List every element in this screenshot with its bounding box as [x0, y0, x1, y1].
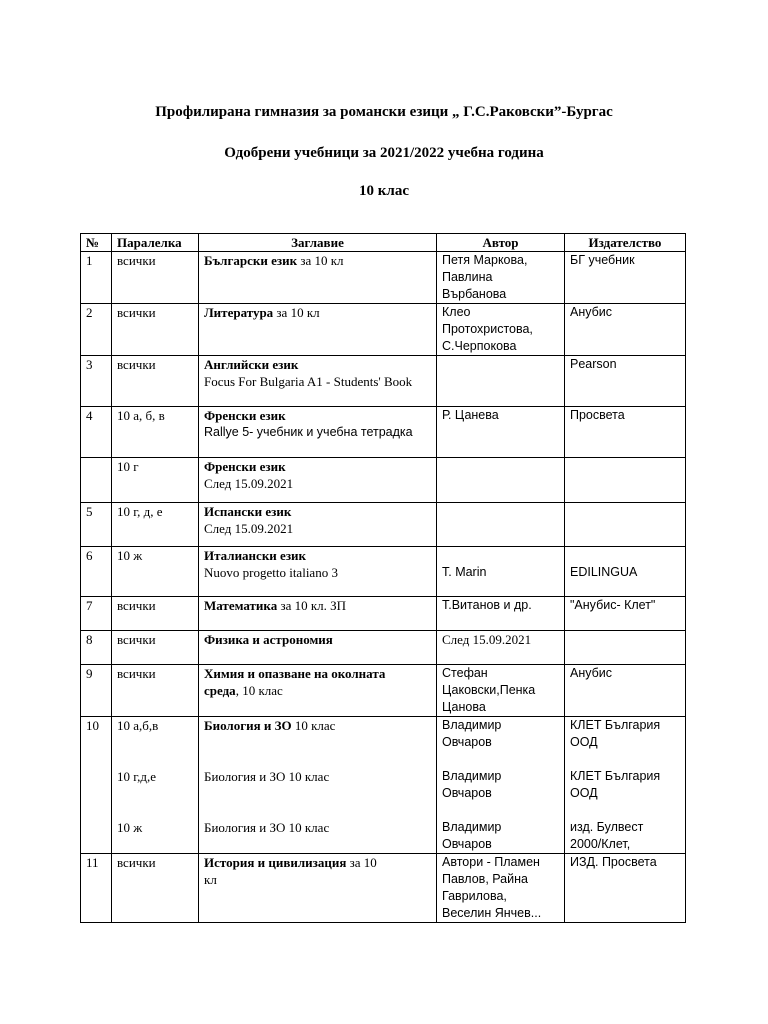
- row-author: [437, 458, 565, 503]
- row-class: 10 а, б, в: [112, 407, 199, 458]
- row-class: всички: [112, 356, 199, 407]
- row-title: Физика и астрономия: [199, 631, 437, 665]
- row-publisher: EDILINGUA: [565, 547, 686, 597]
- row-number: [81, 458, 112, 503]
- col-header-publisher: Издателство: [565, 234, 686, 252]
- row-author: Владимир Овчаров Владимир Овчаров Владимир Овчаров: [437, 717, 565, 854]
- row-title: Френски език Rallye 5- учебник и учебна тетрадка: [199, 407, 437, 458]
- row-class: всички: [112, 597, 199, 631]
- row-author: Автори - Пламен Павлов, Райна Гаврилова, Веселин Янчев...: [437, 854, 565, 923]
- table-row: [81, 458, 686, 503]
- row-author: Петя Маркова, Павлина Върбанова: [437, 252, 565, 304]
- table-row: [81, 854, 686, 923]
- grade-heading: 10 клас: [359, 183, 409, 199]
- row-title: Химия и опазване на околната среда, 10 клас: [199, 665, 437, 717]
- row-publisher: "Анубис- Клет": [565, 597, 686, 631]
- table-row: [81, 356, 686, 407]
- row-author: Т.Витанов и др.: [437, 597, 565, 631]
- row-author: Стефан Цаковски,Пенка Цанова: [437, 665, 565, 717]
- table-row: [81, 631, 686, 665]
- row-title: Испански език След 15.09.2021: [199, 503, 437, 547]
- row-title: Френски език След 15.09.2021: [199, 458, 437, 503]
- row-title: Биология и ЗО 10 клас Биология и ЗО 10 клас Биология и ЗО 10 клас: [199, 717, 437, 854]
- row-class: всички: [112, 252, 199, 304]
- row-number: 10: [81, 717, 112, 854]
- table-row: [81, 597, 686, 631]
- row-number: 3: [81, 356, 112, 407]
- col-header-author: Автор: [437, 234, 565, 252]
- row-number: 4: [81, 407, 112, 458]
- row-number: 11: [81, 854, 112, 923]
- row-number: 1: [81, 252, 112, 304]
- table-header-row: [81, 234, 686, 252]
- table-row: [81, 407, 686, 458]
- row-publisher: [565, 631, 686, 665]
- row-number: 7: [81, 597, 112, 631]
- row-publisher: Анубис: [565, 665, 686, 717]
- table-row: [81, 304, 686, 356]
- row-publisher: БГ учебник: [565, 252, 686, 304]
- row-class: всички: [112, 665, 199, 717]
- document-subtitle: Одобрени учебници за 2021/2022 учебна година: [224, 145, 544, 161]
- row-publisher: [565, 503, 686, 547]
- table-row: [81, 252, 686, 304]
- row-number: 9: [81, 665, 112, 717]
- row-publisher: ИЗД. Просвета: [565, 854, 686, 923]
- row-class: 10 г, д, е: [112, 503, 199, 547]
- row-author: [437, 503, 565, 547]
- textbooks-table: [80, 233, 686, 923]
- row-class: 10 ж: [112, 547, 199, 597]
- row-author: Р. Цанева: [437, 407, 565, 458]
- row-number: 6: [81, 547, 112, 597]
- row-publisher: [565, 458, 686, 503]
- row-number: 8: [81, 631, 112, 665]
- row-number: 5: [81, 503, 112, 547]
- row-publisher: Просвета: [565, 407, 686, 458]
- row-title: История и цивилизация за 10 кл: [199, 854, 437, 923]
- row-publisher: Анубис: [565, 304, 686, 356]
- col-header-number: №: [81, 234, 112, 252]
- row-title: Математика за 10 кл. ЗП: [199, 597, 437, 631]
- row-author: T. Marin: [437, 547, 565, 597]
- row-publisher: КЛЕТ България ООД КЛЕТ България ООД изд. Булвест 2000/Клет,: [565, 717, 686, 854]
- row-title: Литература за 10 кл: [199, 304, 437, 356]
- row-title: Италиански език Nuovo progetto italiano 3: [199, 547, 437, 597]
- row-publisher: Pearson: [565, 356, 686, 407]
- row-title: Български език за 10 кл: [199, 252, 437, 304]
- col-header-title: Заглавие: [199, 234, 437, 252]
- table-row: [81, 717, 686, 854]
- col-header-class: Паралелка: [112, 234, 199, 252]
- table-row: [81, 503, 686, 547]
- school-name: Профилирана гимназия за романски езици „ Г.С.Раковски”-Бургас: [155, 104, 613, 120]
- row-class: всички: [112, 304, 199, 356]
- table-row: [81, 665, 686, 717]
- row-author: [437, 356, 565, 407]
- row-class: 10 а,б,в 10 г,д,е 10 ж: [112, 717, 199, 854]
- row-number: 2: [81, 304, 112, 356]
- row-class: 10 г: [112, 458, 199, 503]
- row-class: всички: [112, 631, 199, 665]
- table-row: [81, 547, 686, 597]
- row-title: Английски език Focus For Bulgaria A1 - Students' Book: [199, 356, 437, 407]
- row-author: След 15.09.2021: [437, 631, 565, 665]
- row-class: всички: [112, 854, 199, 923]
- row-author: Клео Протохристова, С.Черпокова: [437, 304, 565, 356]
